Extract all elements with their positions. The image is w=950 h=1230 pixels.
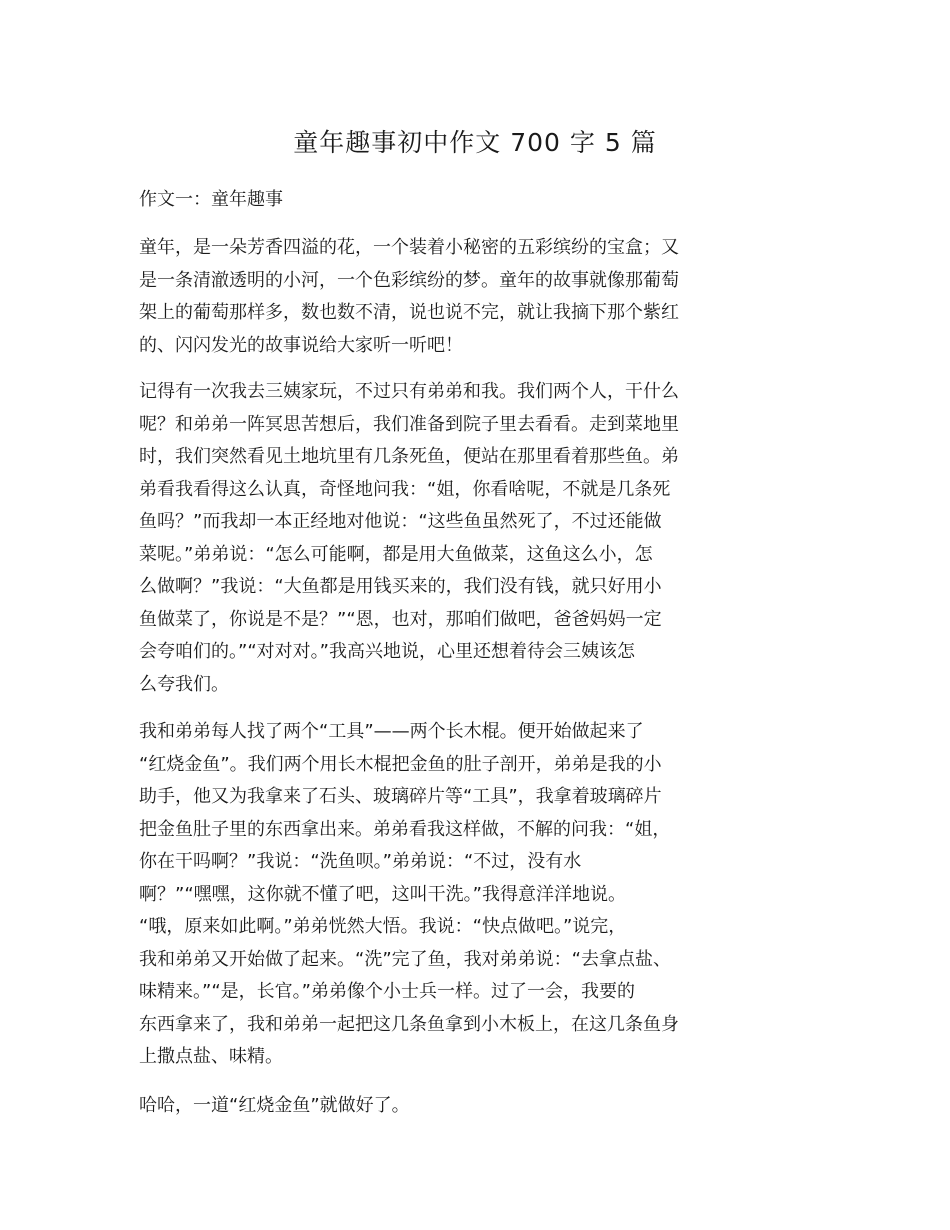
text-line: 鱼吗？”而我却一本正经地对他说：“这些鱼虽然死了，不过还能做 [139, 511, 662, 532]
text-line: 会夸咱们的。”“对对对。”我高兴地说，心里还想着待会三姨该怎 [139, 641, 635, 662]
text-line: 时，我们突然看见土地坑里有几条死鱼，便站在那里看着那些鱼。弟 [139, 446, 679, 467]
text-line: 记得有一次我去三姨家玩，不过只有弟弟和我。我们两个人，干什么 [139, 381, 679, 402]
text-line: 架上的葡萄那样多，数也数不清，说也说不完，就让我摘下那个紫红 [139, 302, 679, 323]
text-line: 你在干吗啊？”我说：“洗鱼呗。”弟弟说：“不过，没有水 [139, 851, 582, 872]
text-line: 我和弟弟又开始做了起来。“洗”完了鱼，我对弟弟说：“去拿点盐、 [139, 948, 671, 970]
paragraph-2 [139, 376, 779, 701]
text-line: 菜呢。”弟弟说：“怎么可能啊，都是用大鱼做菜，这鱼这么小，怎 [139, 543, 653, 565]
paragraph-3 [139, 716, 779, 1074]
text-line: 助手，他又为我拿来了石头、玻璃碎片等“工具”，我拿着玻璃碎片 [139, 786, 662, 807]
text-line: 呢？和弟弟一阵冥思苦想后，我们准备到院子里去看看。走到菜地里 [139, 413, 679, 435]
text-line: 我和弟弟每人找了两个“工具”——两个长木棍。便开始做起来了 [139, 721, 644, 742]
text-line: 么夸我们。 [139, 673, 229, 695]
paragraph-4 [139, 1090, 779, 1123]
document-title: 童年趣事初中作文 700 字 5 篇 [293, 128, 657, 157]
text-line: 么做啊？”我说：“大鱼都是用钱买来的，我们没有钱，就只好用小 [139, 576, 662, 597]
section-heading: 作文一：童年趣事 [139, 189, 283, 210]
text-line: 鱼做菜了，你说是不是？”“恩，也对，那咱们做吧，爸爸妈妈一定 [139, 608, 662, 630]
text-line: “哦，原来如此啊。”弟弟恍然大悟。我说：“快点做吧。”说完， [139, 916, 627, 937]
text-line: 的、闪闪发光的故事说给大家听一听吧！ [139, 334, 463, 356]
text-line: 把金鱼肚子里的东西拿出来。弟弟看我这样做，不解的问我：“姐， [139, 818, 671, 840]
text-line: 东西拿来了，我和弟弟一起把这几条鱼拿到小木板上，在这几条鱼身 [139, 1013, 679, 1035]
text-line: 上撒点盐、味精。 [139, 1046, 283, 1067]
text-line: 哈哈，一道“红烧金鱼”就做好了。 [139, 1095, 410, 1116]
text-line: 童年，是一朵芳香四溢的花，一个装着小秘密的五彩缤纷的宝盒；又 [139, 237, 679, 258]
text-line: 是一条清澈透明的小河，一个色彩缤纷的梦。童年的故事就像那葡萄 [139, 269, 679, 291]
text-line: 味精来。”“是，长官。”弟弟像个小士兵一样。过了一会，我要的 [139, 981, 635, 1002]
text-line: 啊？”“嘿嘿，这你就不懂了吧，这叫干洗。”我得意洋洋地说。 [139, 883, 626, 905]
paragraph-1 [139, 232, 779, 362]
text-line: 弟看我看得这么认真，奇怪地问我：“姐，你看啥呢，不就是几条死 [139, 478, 671, 500]
text-line: “红烧金鱼”。我们两个用长木棍把金鱼的肚子剖开，弟弟是我的小 [139, 753, 662, 775]
